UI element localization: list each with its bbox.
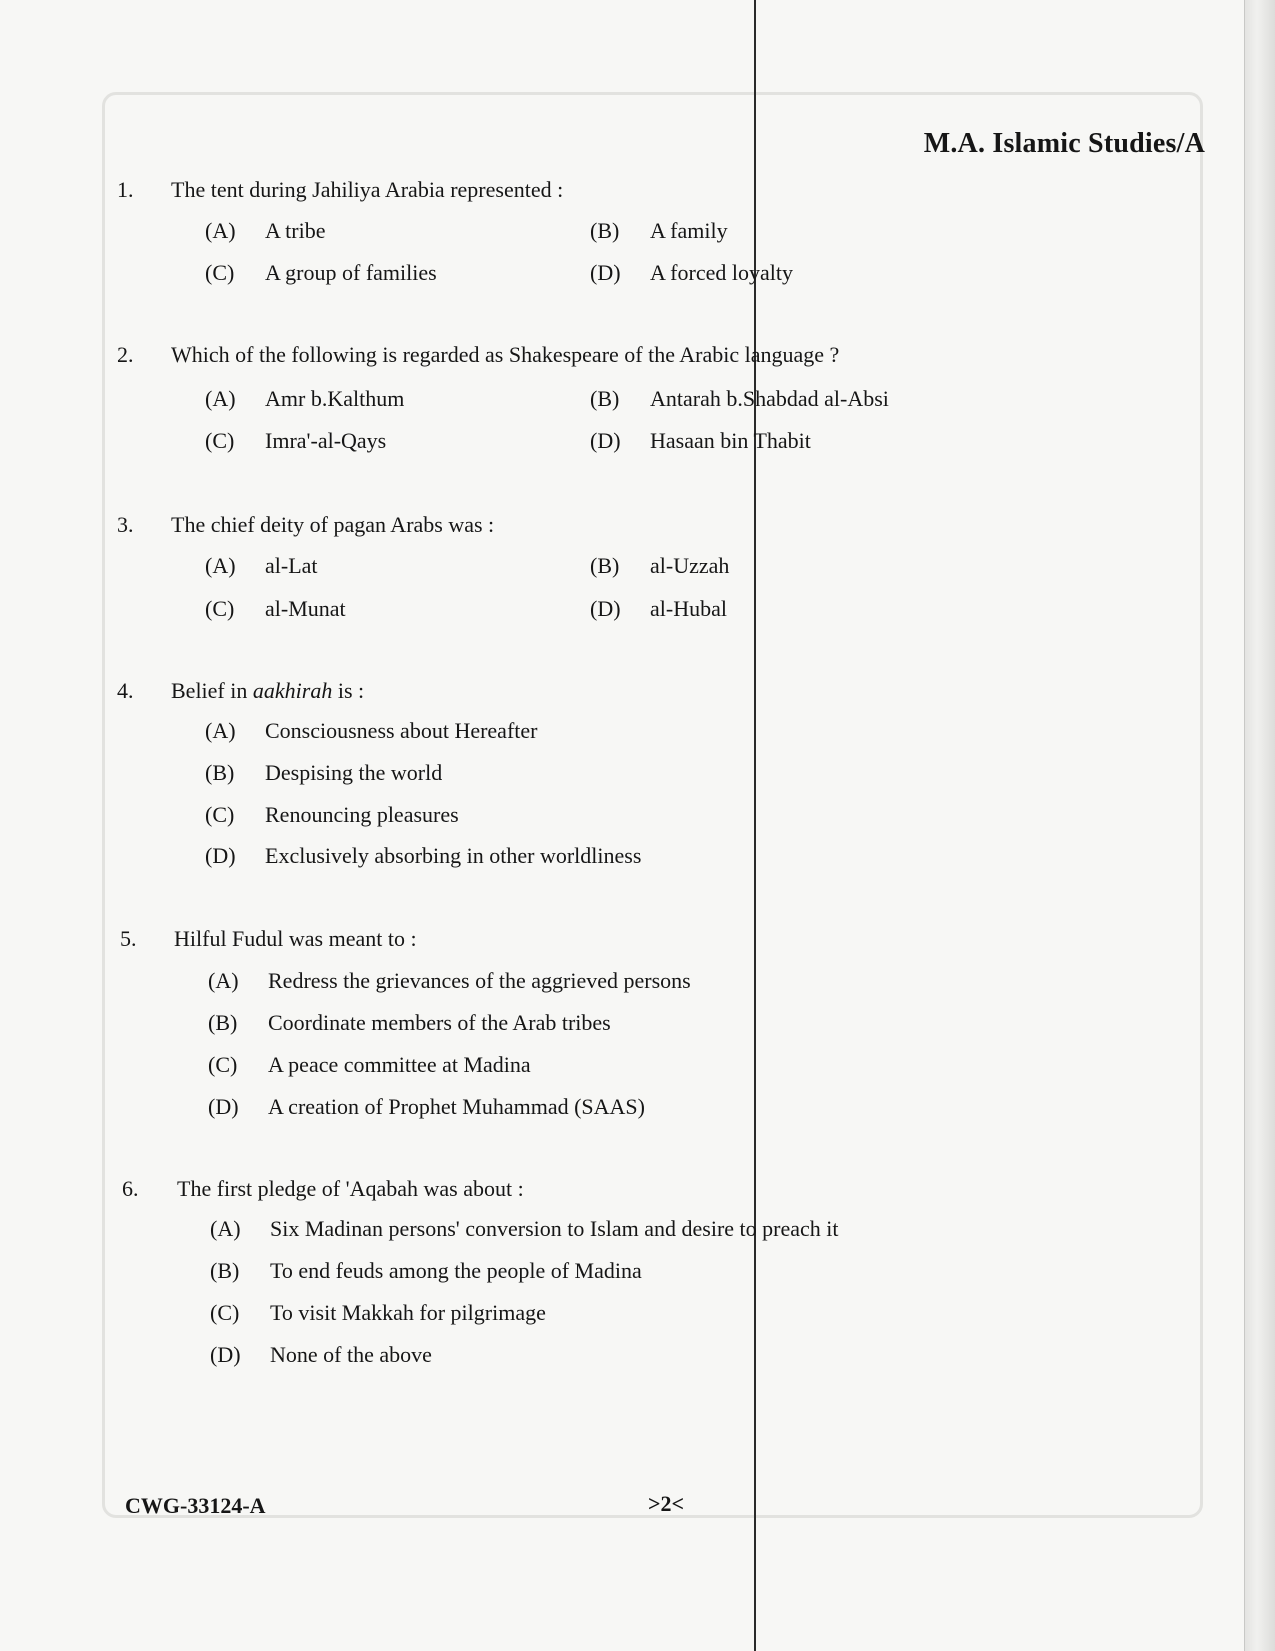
option-b: (B) Antarah b.Shabdad al-Absi — [590, 386, 889, 411]
scan-fold-line — [754, 0, 756, 1651]
question-number: 3. — [117, 512, 134, 537]
option-b: (B) To end feuds among the people of Madina — [210, 1258, 642, 1283]
option-a: (A) A tribe — [205, 218, 326, 243]
page-number: >2< — [648, 1491, 685, 1516]
option-c: (C) To visit Makkah for pilgrimage — [210, 1300, 546, 1325]
question-text: The first pledge of 'Aqabah was about : — [177, 1176, 524, 1201]
question-number: 4. — [117, 678, 134, 703]
question-text: The tent during Jahiliya Arabia represented : — [171, 177, 564, 202]
option-a: (A) al-Lat — [205, 553, 318, 578]
option-a: (A) Amr b.Kalthum — [205, 386, 405, 411]
option-b: (B) Despising the world — [205, 760, 443, 785]
paper-code: CWG-33124-A — [125, 1493, 266, 1518]
question-text: Which of the following is regarded as Shakespeare of the Arabic language ? — [171, 342, 840, 367]
question-text: The chief deity of pagan Arabs was : — [171, 512, 495, 537]
option-c: (C) Imra'-al-Qays — [205, 428, 387, 453]
question-number: 5. — [120, 926, 137, 951]
question-number: 6. — [122, 1176, 139, 1201]
option-c: (C) A group of families — [205, 260, 437, 285]
option-c: (C) al-Munat — [205, 596, 346, 621]
option-c: (C) Renouncing pleasures — [205, 802, 459, 827]
option-d: (D) A forced loyalty — [590, 260, 793, 285]
option-a: (A) Consciousness about Hereafter — [205, 718, 538, 743]
option-b: (B) al-Uzzah — [590, 553, 730, 578]
question-text: Hilful Fudul was meant to : — [174, 926, 417, 951]
option-b: (B) A family — [590, 218, 728, 243]
option-d: (D) None of the above — [210, 1342, 432, 1367]
option-c: (C) A peace committee at Madina — [208, 1052, 531, 1077]
option-d: (D) A creation of Prophet Muhammad (SAAS) — [208, 1094, 645, 1119]
option-a: (A) Redress the grievances of the aggrieved persons — [208, 968, 691, 993]
option-d: (D) Hasaan bin Thabit — [590, 428, 811, 453]
question-number: 1. — [117, 177, 134, 202]
option-d: (D) Exclusively absorbing in other worldliness — [205, 843, 642, 868]
page-edge-shadow — [1244, 0, 1275, 1651]
page-title: M.A. Islamic Studies/A — [923, 128, 1205, 159]
question-text: Belief in aakhirah is : — [171, 678, 365, 703]
option-a: (A) Six Madinan persons' conversion to Islam and desire to preach it — [210, 1216, 839, 1241]
question-number: 2. — [117, 342, 134, 367]
option-d: (D) al-Hubal — [590, 596, 727, 621]
option-b: (B) Coordinate members of the Arab tribes — [208, 1010, 611, 1035]
